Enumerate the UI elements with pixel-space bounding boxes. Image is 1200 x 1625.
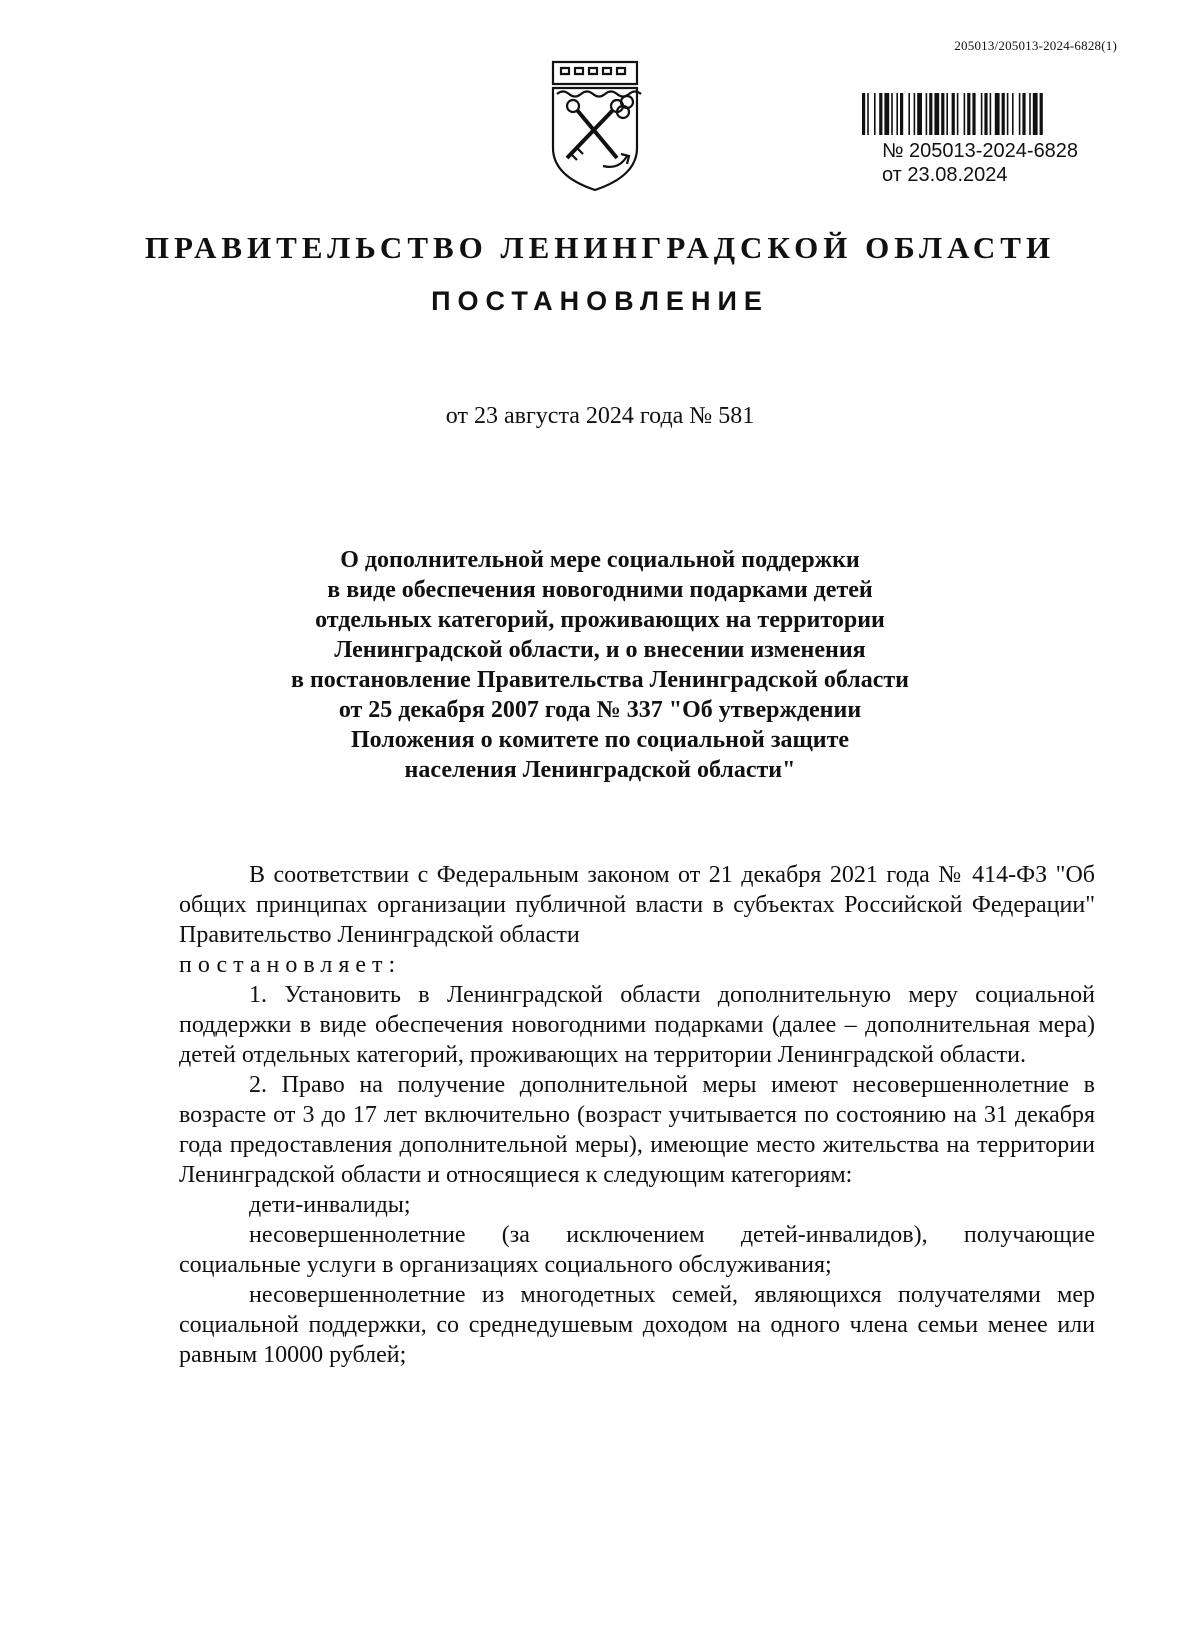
subject-line: в виде обеспечения новогодними подарками детей xyxy=(327,577,873,603)
subject-line: от 25 декабря 2007 года № 337 "Об утверждении xyxy=(338,697,862,723)
clause-2: 2. Право на получение дополнительной меры имеют несовершеннолетние в возрасте от 3 до 17 лет включительно (возраст учитывается по состоянию на 31 декабря года предоставления дополнительной меры), имеющие место жительства на территории Ленинградской области и относящиеся к следующим категориям: xyxy=(179,1072,1095,1188)
subject-line: в постановление Правительства Ленинградской области xyxy=(291,667,909,693)
clause-1: 1. Установить в Ленинградской области дополнительную меру социальной поддержки в виде обеспечения новогодними подарками (далее – дополнительная мера) детей отдельных категорий, проживающих на территории Ленинградской области. xyxy=(179,982,1095,1068)
document-subject xyxy=(220,545,980,785)
government-name: ПРАВИТЕЛЬСТВО ЛЕНИНГРАДСКОЙ ОБЛАСТИ xyxy=(144,230,1056,265)
document-body xyxy=(179,860,1095,1370)
registration-number: № 205013-2024-6828 xyxy=(882,140,1079,162)
subject-line: Положения о комитете по социальной защите xyxy=(350,727,850,753)
coat-of-arms-icon xyxy=(547,58,643,192)
document-reference: 205013/205013-2024-6828(1) xyxy=(954,38,1117,53)
category-item: несовершеннолетние из многодетных семей, являющихся получателями мер социальной поддержки, со среднедушевым доходом на одного члена семьи менее или равным 10000 рублей; xyxy=(179,1282,1095,1368)
registration-block xyxy=(862,93,1122,187)
barcode-icon xyxy=(862,93,1117,135)
category-item: дети-инвалиды; xyxy=(249,1192,411,1218)
registration-date: от 23.08.2024 xyxy=(882,164,1008,186)
category-item: несовершеннолетние (за исключением детей-инвалидов), получающие социальные услуги в организациях социального обслуживания; xyxy=(179,1222,1095,1278)
document-type: ПОСТАНОВЛЕНИЕ xyxy=(431,286,769,316)
subject-line: населения Ленинградской области" xyxy=(404,757,796,783)
resolves-word: постановляет: xyxy=(179,952,402,978)
subject-line: Ленинградской области, и о внесении изменения xyxy=(334,637,866,663)
document-date-number: от 23 августа 2024 года № 581 xyxy=(445,403,755,429)
subject-line: О дополнительной мере социальной поддержки xyxy=(340,547,860,573)
subject-line: отдельных категорий, проживающих на территории xyxy=(315,607,885,633)
preamble-paragraph: В соответствии с Федеральным законом от 21 декабря 2021 года № 414-ФЗ "Об общих принципах организации публичной власти в субъектах Российской Федерации" Правительство Ленинградской области xyxy=(179,862,1095,948)
